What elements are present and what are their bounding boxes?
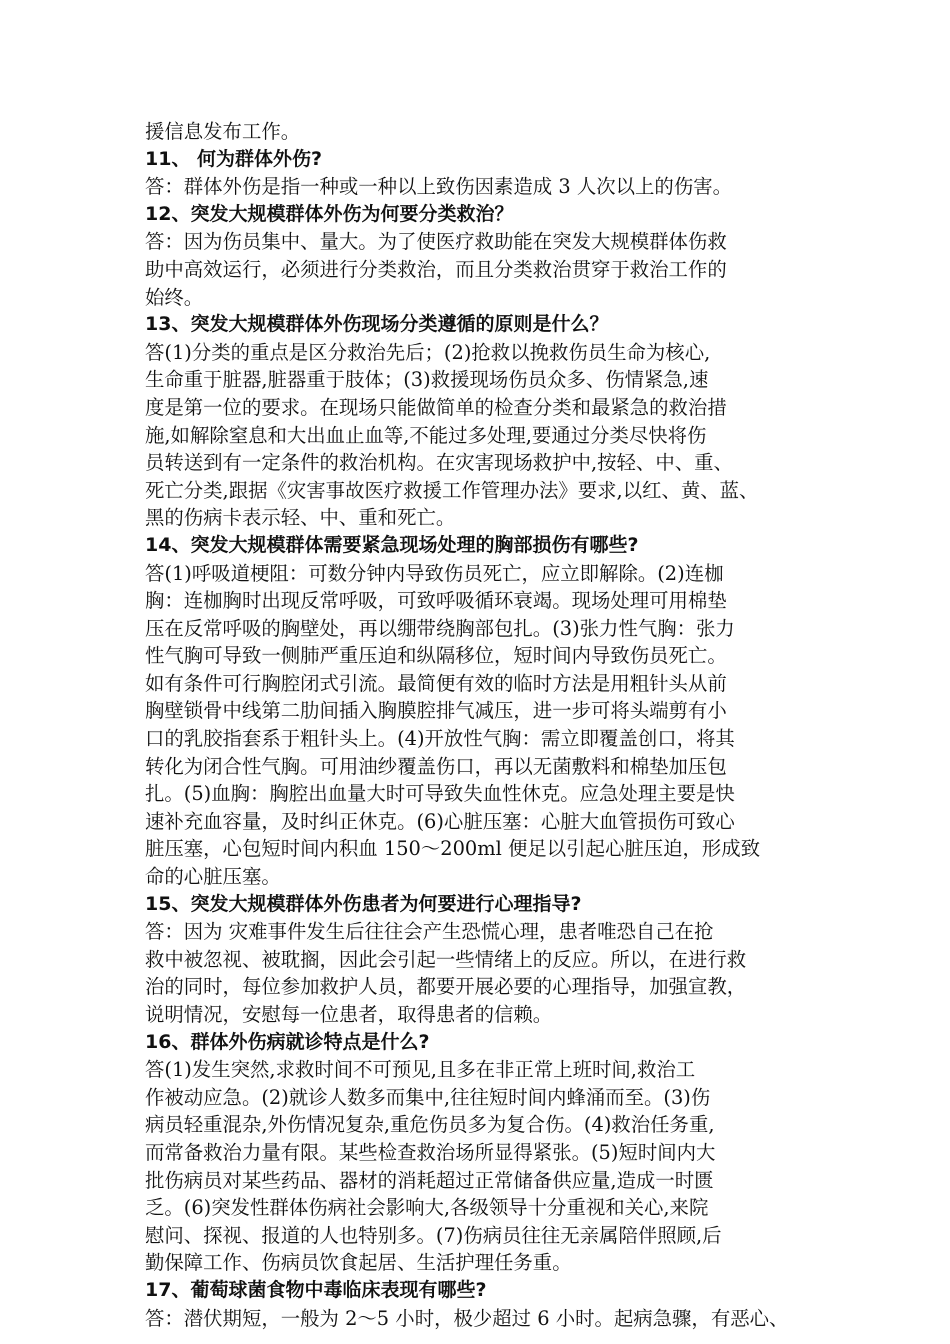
- answer-text-line: 转化为闭合性气胸。可用油纱覆盖伤口，再以无菌敷料和棉垫加压包: [145, 754, 727, 778]
- answer-text-line: 施,如解除窒息和大出血止血等,不能过多处理,要通过分类尽快将伤: [145, 423, 707, 447]
- answer-text-line: 治的同时，每位参加救护人员，都要开展必要的心理指导，加强宣教，: [145, 975, 747, 999]
- answer-text-line: 答(1)发生突然,求救时间不可预见,且多在非正常上班时间,救治工: [145, 1058, 696, 1082]
- question-heading: 17、葡萄球菌食物中毒临床表现有哪些?: [145, 1278, 487, 1301]
- answer-text-line: 如有条件可行胸腔闭式引流。最简便有效的临时方法是用粗针头从前: [145, 671, 727, 695]
- answer-text-line: 勤保障工作、伤病员饮食起居、生活护理任务重。: [145, 1251, 572, 1275]
- answer-text-line: 度是第一位的要求。在现场只能做简单的检查分类和最紧急的救治措: [145, 395, 727, 419]
- answer-text-line: 答：潜伏期短，一般为 2～5 小时，极少超过 6 小时。起病急骤，有恶心、: [145, 1306, 789, 1330]
- answer-text-line: 答：群体外伤是指一种或一种以上致伤因素造成 3 人次以上的伤害。: [145, 175, 732, 199]
- question-heading: 12、突发大规模群体外伤为何要分类救治？: [145, 202, 514, 225]
- answer-text-line: 口的乳胶指套系于粗针头上。(4)开放性气胸：需立即覆盖创口，将其: [145, 727, 735, 751]
- question-heading: 14、突发大规模群体需要紧急现场处理的胸部损伤有哪些?: [145, 533, 639, 556]
- answer-text-line: 答(1)分类的重点是区分救治先后；(2)抢救以挽救伤员生命为核心,: [145, 340, 711, 364]
- answer-text-line: 答：因为伤员集中、量大。为了使医疗救助能在突发大规模群体伤救: [145, 230, 727, 254]
- answer-text-line: 批伤病员对某些药品、器材的消耗超过正常储备供应量,造成一时匮: [145, 1168, 714, 1192]
- answer-text-line: 慰问、探视、报道的人也特别多。(7)伤病员往往无亲属陪伴照顾,后: [145, 1223, 722, 1247]
- answer-text-line: 说明情况，安慰每一位患者，取得患者的信赖。: [145, 1003, 553, 1026]
- answer-text-line: 胸：连枷胸时出现反常呼吸，可致呼吸循环衰竭。现场处理可用棉垫: [145, 589, 727, 613]
- question-heading: 16、群体外伤病就诊特点是什么?: [145, 1030, 430, 1053]
- answer-text-line: 而常备救治力量有限。某些检查救治场所显得紧张。(5)短时间内大: [145, 1140, 716, 1164]
- answer-text-line: 黑的伤病卡表示轻、中、重和死亡。: [145, 506, 456, 530]
- answer-text-line: 压在反常呼吸的胸壁处，再以绷带绕胸部包扎。(3)张力性气胸：张力: [145, 616, 735, 640]
- answer-text-line: 答：因为 灾难事件发生后往往会产生恐慌心理，患者唯恐自己在抢: [145, 920, 714, 944]
- answer-text-line: 始终。: [145, 285, 204, 309]
- answer-text-line: 胸壁锁骨中线第二肋间插入胸膜腔排气减压，进一步可将头端剪有小: [145, 699, 727, 723]
- question-heading: 11、 何为群体外伤?: [145, 147, 323, 170]
- answer-text-line: 扎。(5)血胸：胸腔出血量大时可导致失血性休克。应急处理主要是快: [145, 782, 735, 806]
- answer-text-line: 乏。(6)突发性群体伤病社会影响大,各级领导十分重视和关心,来院: [145, 1196, 709, 1220]
- question-heading: 13、突发大规模群体外伤现场分类遵循的原则是什么？: [145, 313, 609, 336]
- answer-text-line: 病员轻重混杂,外伤情况复杂,重危伤员多为复合伤。(4)救治任务重,: [145, 1113, 715, 1137]
- answer-text-line: 员转送到有一定条件的救治机构。在灾害现场救护中,按轻、中、重、: [145, 451, 733, 475]
- answer-text-line: 助中高效运行，必须进行分类救治，而且分类救治贯穿于救治工作的: [145, 257, 727, 281]
- answer-text-line: 救中被忽视、被耽搁，因此会引起一些情绪上的反应。所以，在进行救: [145, 947, 747, 971]
- answer-text-line: 生命重于脏器,脏器重于肢体；(3)救援现场伤员众多、伤情紧急,速: [145, 368, 709, 392]
- question-heading: 15、突发大规模群体外伤患者为何要进行心理指导?: [145, 892, 582, 915]
- answer-text-line: 援信息发布工作。: [145, 120, 301, 143]
- answer-text-line: 性气胸可导致一侧肺严重压迫和纵隔移位，短时间内导致伤员死亡。: [145, 644, 727, 668]
- answer-text-line: 死亡分类,跟据《灾害事故医疗救援工作管理办法》要求,以红、黄、蓝、: [145, 478, 759, 502]
- document-body: [145, 118, 825, 1332]
- answer-text-line: 作被动应急。(2)就诊人数多而集中,往往短时间内蜂涌而至。(3)伤: [145, 1085, 711, 1109]
- answer-text-line: 命的心脏压塞。: [145, 865, 281, 889]
- answer-text-line: 脏压塞，心包短时间内积血 150～200ml 便足以引起心脏压迫，形成致: [145, 837, 761, 861]
- answer-text-line: 速补充血容量，及时纠正休克。(6)心脏压塞：心脏大血管损伤可致心: [145, 809, 735, 833]
- answer-text-line: 答(1)呼吸道梗阻：可数分钟内导致伤员死亡，应立即解除。(2)连枷: [145, 561, 724, 585]
